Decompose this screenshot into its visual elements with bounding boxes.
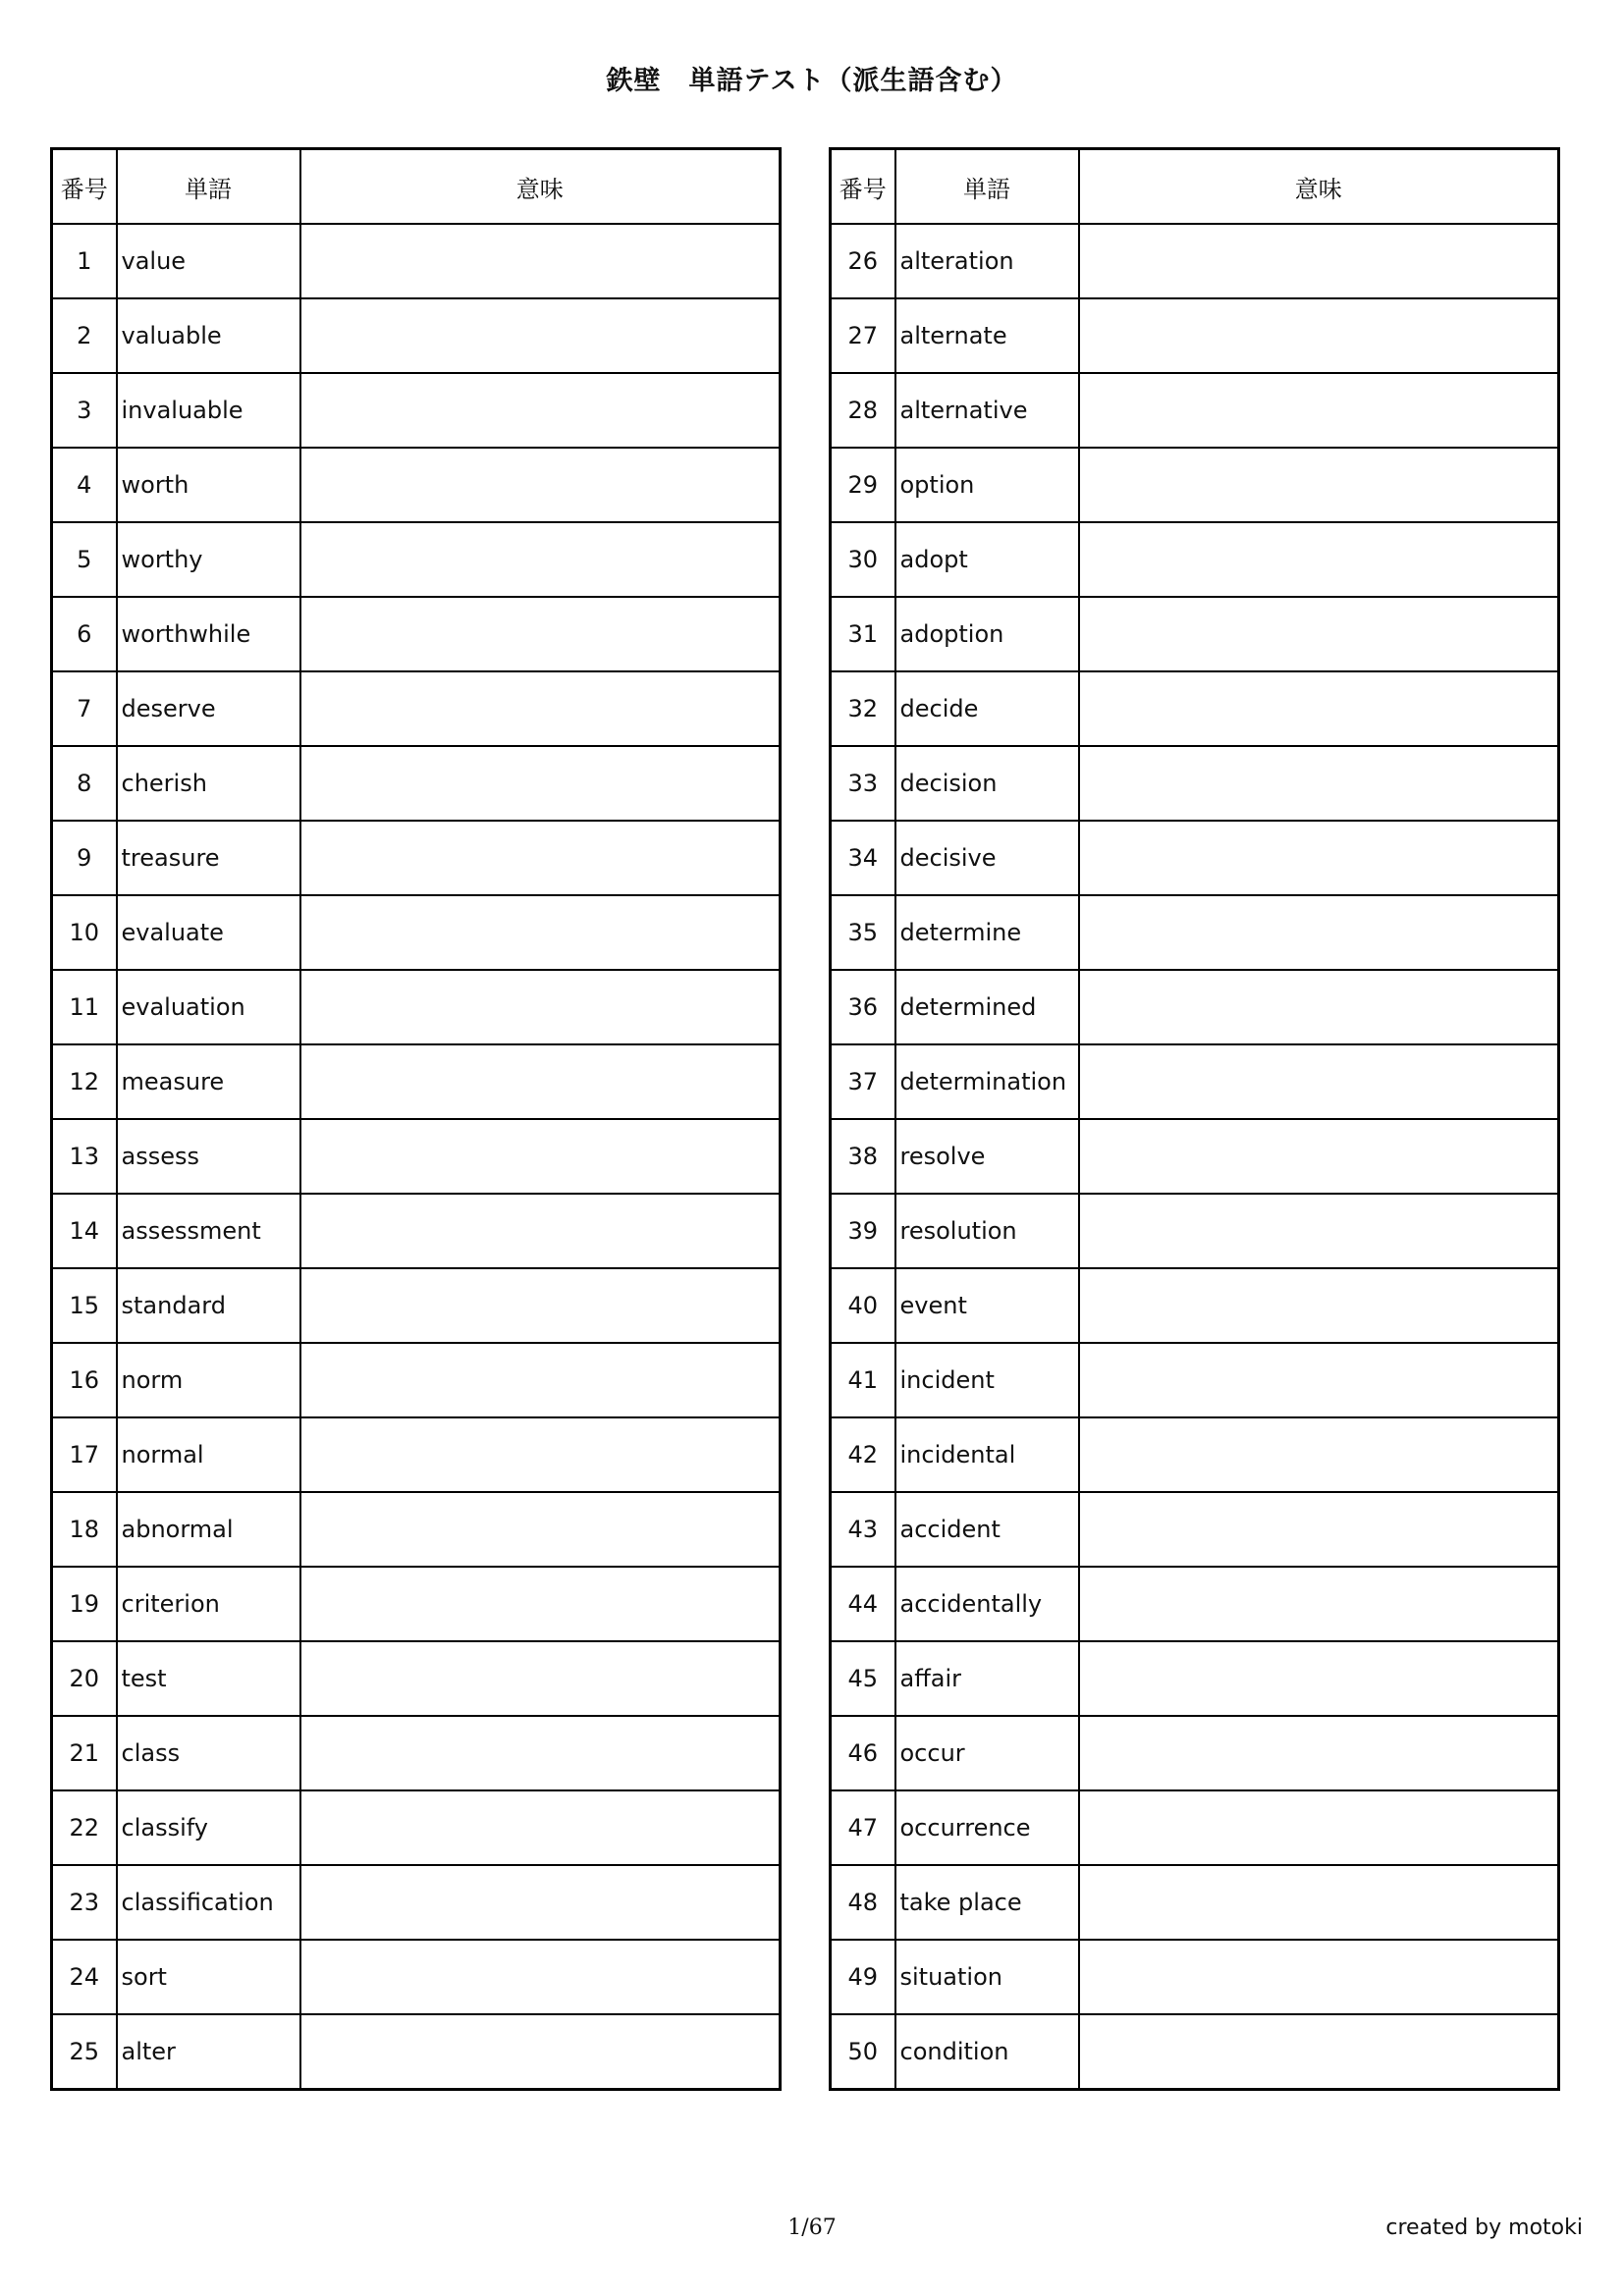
table-row: [52, 1492, 781, 1567]
table-row: [831, 1417, 1559, 1492]
table-row: [831, 1865, 1559, 1940]
row-word: alteration: [895, 224, 1079, 298]
row-word: condition: [895, 2014, 1079, 2090]
meaning-answer-cell[interactable]: [1079, 746, 1559, 821]
row-number: 27: [831, 298, 895, 373]
row-number: 48: [831, 1865, 895, 1940]
table-row: [52, 746, 781, 821]
row-word: resolve: [895, 1119, 1079, 1194]
meaning-answer-cell[interactable]: [300, 895, 781, 970]
table-row: [52, 821, 781, 895]
meaning-answer-cell[interactable]: [300, 671, 781, 746]
row-number: 17: [52, 1417, 117, 1492]
row-number: 35: [831, 895, 895, 970]
table-row: [52, 1641, 781, 1716]
meaning-answer-cell[interactable]: [1079, 1492, 1559, 1567]
meaning-answer-cell[interactable]: [300, 1492, 781, 1567]
meaning-answer-cell[interactable]: [300, 746, 781, 821]
meaning-answer-cell[interactable]: [300, 1790, 781, 1865]
meaning-answer-cell[interactable]: [300, 597, 781, 671]
meaning-answer-cell[interactable]: [300, 522, 781, 597]
meaning-answer-cell[interactable]: [1079, 970, 1559, 1044]
meaning-answer-cell[interactable]: [300, 1194, 781, 1268]
table-row: [831, 1567, 1559, 1641]
table-row: [831, 224, 1559, 298]
row-number: 19: [52, 1567, 117, 1641]
meaning-answer-cell[interactable]: [300, 1641, 781, 1716]
credit-text: created by motoki: [1385, 2216, 1583, 2240]
row-word: valuable: [117, 298, 300, 373]
page-number: 1/67: [787, 2216, 837, 2240]
table-row: [52, 1194, 781, 1268]
row-number: 31: [831, 597, 895, 671]
row-number: 18: [52, 1492, 117, 1567]
meaning-answer-cell[interactable]: [1079, 597, 1559, 671]
row-word: incident: [895, 1343, 1079, 1417]
meaning-answer-cell[interactable]: [1079, 522, 1559, 597]
table-row: [831, 1790, 1559, 1865]
row-word: measure: [117, 1044, 300, 1119]
row-number: 16: [52, 1343, 117, 1417]
row-number: 12: [52, 1044, 117, 1119]
table-row: [52, 2014, 781, 2090]
header-number: 番号: [831, 149, 895, 225]
row-number: 15: [52, 1268, 117, 1343]
row-number: 42: [831, 1417, 895, 1492]
table-row: [52, 1119, 781, 1194]
table-row: [52, 298, 781, 373]
meaning-answer-cell[interactable]: [300, 1417, 781, 1492]
row-word: class: [117, 1716, 300, 1790]
row-number: 33: [831, 746, 895, 821]
row-number: 44: [831, 1567, 895, 1641]
row-word: worthwhile: [117, 597, 300, 671]
meaning-answer-cell[interactable]: [300, 298, 781, 373]
table-row: [52, 895, 781, 970]
row-word: invaluable: [117, 373, 300, 448]
row-number: 30: [831, 522, 895, 597]
row-number: 29: [831, 448, 895, 522]
row-word: norm: [117, 1343, 300, 1417]
row-word: evaluation: [117, 970, 300, 1044]
meaning-answer-cell[interactable]: [300, 1343, 781, 1417]
table-row: [831, 1044, 1559, 1119]
meaning-answer-cell[interactable]: [1079, 1865, 1559, 1940]
row-word: occurrence: [895, 1790, 1079, 1865]
meaning-answer-cell[interactable]: [1079, 1044, 1559, 1119]
row-word: incidental: [895, 1417, 1079, 1492]
row-word: determination: [895, 1044, 1079, 1119]
row-word: test: [117, 1641, 300, 1716]
row-word: event: [895, 1268, 1079, 1343]
row-number: 6: [52, 597, 117, 671]
table-row: [831, 746, 1559, 821]
row-word: alter: [117, 2014, 300, 2090]
table-row: [52, 1940, 781, 2014]
row-number: 50: [831, 2014, 895, 2090]
table-row: [831, 821, 1559, 895]
meaning-answer-cell[interactable]: [1079, 298, 1559, 373]
meaning-answer-cell[interactable]: [1079, 373, 1559, 448]
row-number: 4: [52, 448, 117, 522]
row-word: decide: [895, 671, 1079, 746]
row-word: situation: [895, 1940, 1079, 2014]
table-row: [831, 522, 1559, 597]
meaning-answer-cell[interactable]: [300, 1268, 781, 1343]
row-number: 13: [52, 1119, 117, 1194]
table-row: [52, 1716, 781, 1790]
row-word: criterion: [117, 1567, 300, 1641]
row-number: 11: [52, 970, 117, 1044]
meaning-answer-cell[interactable]: [1079, 1567, 1559, 1641]
table-row: [831, 1119, 1559, 1194]
row-number: 38: [831, 1119, 895, 1194]
meaning-answer-cell[interactable]: [300, 1940, 781, 2014]
table-row: [831, 373, 1559, 448]
meaning-answer-cell[interactable]: [1079, 1641, 1559, 1716]
row-number: 10: [52, 895, 117, 970]
header-meaning: 意味: [1079, 149, 1559, 225]
header-number: 番号: [52, 149, 117, 225]
table-row: [52, 1343, 781, 1417]
row-number: 46: [831, 1716, 895, 1790]
meaning-answer-cell[interactable]: [1079, 224, 1559, 298]
meaning-answer-cell[interactable]: [1079, 448, 1559, 522]
table-row: [52, 597, 781, 671]
table-row: [831, 298, 1559, 373]
row-number: 2: [52, 298, 117, 373]
row-number: 32: [831, 671, 895, 746]
table-row: [831, 1194, 1559, 1268]
meaning-answer-cell[interactable]: [1079, 1790, 1559, 1865]
row-number: 39: [831, 1194, 895, 1268]
row-number: 23: [52, 1865, 117, 1940]
row-number: 40: [831, 1268, 895, 1343]
meaning-answer-cell[interactable]: [1079, 671, 1559, 746]
row-word: decision: [895, 746, 1079, 821]
table-header-row: [831, 149, 1559, 225]
table-row: [831, 671, 1559, 746]
row-word: affair: [895, 1641, 1079, 1716]
row-word: abnormal: [117, 1492, 300, 1567]
meaning-answer-cell[interactable]: [300, 448, 781, 522]
row-number: 37: [831, 1044, 895, 1119]
row-number: 14: [52, 1194, 117, 1268]
row-word: accident: [895, 1492, 1079, 1567]
table-row: [831, 448, 1559, 522]
table-row: [52, 671, 781, 746]
meaning-answer-cell[interactable]: [1079, 1268, 1559, 1343]
meaning-answer-cell[interactable]: [300, 2014, 781, 2090]
row-word: assess: [117, 1119, 300, 1194]
meaning-answer-cell[interactable]: [1079, 1119, 1559, 1194]
row-number: 26: [831, 224, 895, 298]
row-word: accidentally: [895, 1567, 1079, 1641]
row-number: 24: [52, 1940, 117, 2014]
meaning-answer-cell[interactable]: [300, 224, 781, 298]
row-word: deserve: [117, 671, 300, 746]
row-word: adoption: [895, 597, 1079, 671]
meaning-answer-cell[interactable]: [1079, 1343, 1559, 1417]
table-row: [831, 597, 1559, 671]
meaning-answer-cell[interactable]: [300, 970, 781, 1044]
meaning-answer-cell[interactable]: [1079, 821, 1559, 895]
row-word: standard: [117, 1268, 300, 1343]
row-word: decisive: [895, 821, 1079, 895]
table-row: [52, 224, 781, 298]
row-word: determined: [895, 970, 1079, 1044]
meaning-answer-cell[interactable]: [300, 1119, 781, 1194]
table-row: [52, 448, 781, 522]
meaning-answer-cell[interactable]: [300, 1865, 781, 1940]
row-word: treasure: [117, 821, 300, 895]
row-word: worth: [117, 448, 300, 522]
meaning-answer-cell[interactable]: [1079, 1716, 1559, 1790]
row-number: 49: [831, 1940, 895, 2014]
table-row: [831, 970, 1559, 1044]
table-row: [831, 1492, 1559, 1567]
row-number: 5: [52, 522, 117, 597]
row-word: classify: [117, 1790, 300, 1865]
row-word: classification: [117, 1865, 300, 1940]
table-row: [52, 1865, 781, 1940]
row-word: assessment: [117, 1194, 300, 1268]
meaning-answer-cell[interactable]: [1079, 1417, 1559, 1492]
table-row: [831, 1716, 1559, 1790]
header-word: 単語: [117, 149, 300, 225]
table-row: [831, 2014, 1559, 2090]
table-row: [52, 1417, 781, 1492]
row-number: 34: [831, 821, 895, 895]
row-word: occur: [895, 1716, 1079, 1790]
table-row: [52, 1790, 781, 1865]
row-word: value: [117, 224, 300, 298]
row-number: 8: [52, 746, 117, 821]
row-number: 21: [52, 1716, 117, 1790]
row-word: take place: [895, 1865, 1079, 1940]
row-word: resolution: [895, 1194, 1079, 1268]
meaning-answer-cell[interactable]: [300, 1044, 781, 1119]
row-number: 47: [831, 1790, 895, 1865]
table-row: [52, 1044, 781, 1119]
vocab-table-right-body: [831, 224, 1559, 2090]
table-row: [831, 1343, 1559, 1417]
vocab-table-right: [829, 147, 1560, 2091]
table-header-row: [52, 149, 781, 225]
row-number: 43: [831, 1492, 895, 1567]
page-title: 鉄壁 単語テスト（派生語含む）: [606, 66, 1018, 96]
row-number: 1: [52, 224, 117, 298]
vocab-table-left-body: [52, 224, 781, 2090]
meaning-answer-cell[interactable]: [300, 373, 781, 448]
row-number: 20: [52, 1641, 117, 1716]
vocab-table-left: [50, 147, 782, 2091]
header-meaning: 意味: [300, 149, 781, 225]
row-number: 3: [52, 373, 117, 448]
row-word: option: [895, 448, 1079, 522]
table-row: [831, 895, 1559, 970]
row-number: 7: [52, 671, 117, 746]
row-word: evaluate: [117, 895, 300, 970]
row-word: determine: [895, 895, 1079, 970]
table-row: [831, 1268, 1559, 1343]
meaning-answer-cell[interactable]: [1079, 1940, 1559, 2014]
table-row: [52, 522, 781, 597]
meaning-answer-cell[interactable]: [1079, 2014, 1559, 2090]
table-row: [831, 1641, 1559, 1716]
meaning-answer-cell[interactable]: [300, 821, 781, 895]
meaning-answer-cell[interactable]: [1079, 1194, 1559, 1268]
row-word: alternate: [895, 298, 1079, 373]
table-row: [52, 1268, 781, 1343]
meaning-answer-cell[interactable]: [300, 1567, 781, 1641]
row-number: 22: [52, 1790, 117, 1865]
row-word: normal: [117, 1417, 300, 1492]
row-word: worthy: [117, 522, 300, 597]
row-number: 41: [831, 1343, 895, 1417]
header-word: 単語: [895, 149, 1079, 225]
meaning-answer-cell[interactable]: [300, 1716, 781, 1790]
table-row: [52, 1567, 781, 1641]
row-number: 36: [831, 970, 895, 1044]
row-word: adopt: [895, 522, 1079, 597]
row-word: alternative: [895, 373, 1079, 448]
table-row: [831, 1940, 1559, 2014]
row-number: 45: [831, 1641, 895, 1716]
row-number: 9: [52, 821, 117, 895]
row-word: cherish: [117, 746, 300, 821]
meaning-answer-cell[interactable]: [1079, 895, 1559, 970]
table-row: [52, 373, 781, 448]
row-number: 28: [831, 373, 895, 448]
table-row: [52, 970, 781, 1044]
row-word: sort: [117, 1940, 300, 2014]
row-number: 25: [52, 2014, 117, 2090]
